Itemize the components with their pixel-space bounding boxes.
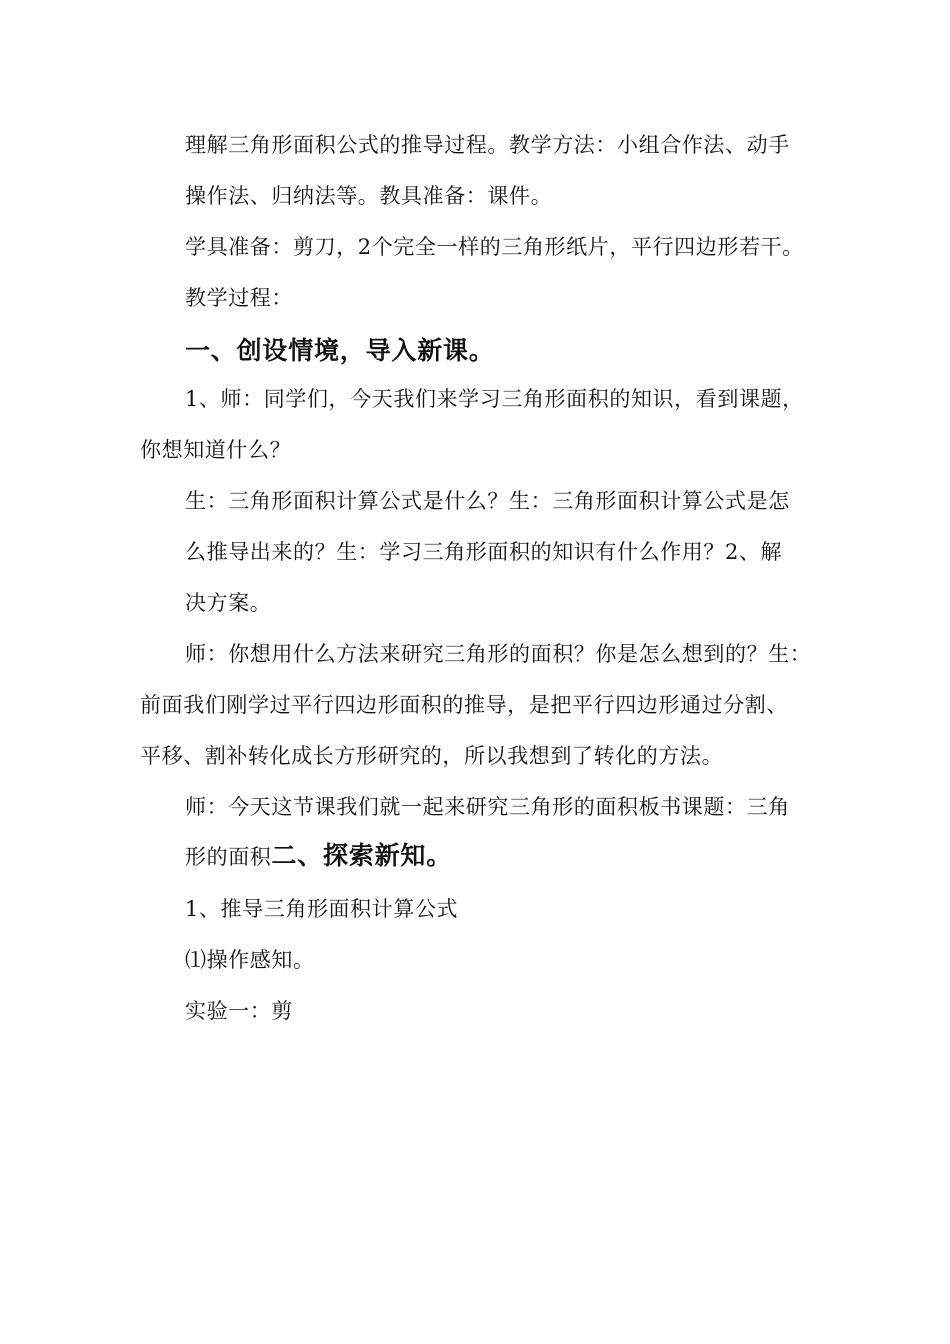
paragraph-line: 师：今天这节课我们就一起来研究三角形的面积板书课题：三角 — [185, 795, 790, 819]
paragraph-line: 决方案。 — [185, 591, 272, 615]
paragraph-line: 前面我们刚学过平行四边形面积的推导，是把平行四边形通过分割、 — [140, 693, 788, 717]
paragraph-line: 学具准备：剪刀，2个完全一样的三角形纸片，平行四边形若干。 — [185, 235, 804, 259]
paragraph-line: 生：三角形面积计算公式是什么？生：三角形面积计算公式是怎 — [185, 489, 790, 513]
section-heading: 二、探索新知。 — [271, 841, 453, 870]
paragraph-text: 形的面积 — [185, 845, 272, 869]
paragraph-line: 1、师：同学们，今天我们来学习三角形面积的知识，看到课题， — [185, 387, 804, 411]
paragraph-line: 理解三角形面积公式的推导过程。教学方法：小组合作法、动手 — [185, 133, 790, 157]
paragraph-line: 1、推导三角形面积计算公式 — [185, 897, 459, 921]
section-heading: 一、创设情境，导入新课。 — [185, 336, 495, 365]
paragraph-line: 平移、割补转化成长方形研究的，所以我想到了转化的方法。 — [140, 744, 724, 768]
paragraph-line: ⑴操作感知。 — [185, 948, 315, 972]
paragraph-line: 教学过程： — [185, 286, 293, 310]
paragraph-line: 师：你想用什么方法来研究三角形的面积？你是怎么想到的？生： — [185, 642, 812, 666]
paragraph-line: 你想知道什么？ — [140, 438, 292, 462]
paragraph-line: 么推导出来的？生：学习三角形面积的知识有什么作用？2、解 — [185, 540, 783, 564]
paragraph-line: 操作法、归纳法等。教具准备：课件。 — [185, 184, 553, 208]
paragraph-line-with-heading — [185, 841, 452, 872]
paragraph-line: 实验一：剪 — [185, 999, 293, 1023]
